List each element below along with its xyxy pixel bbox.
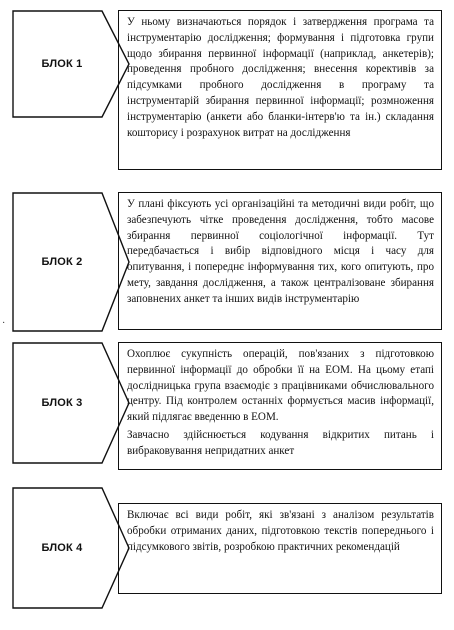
- block-2-label: БЛОК 2: [41, 256, 83, 268]
- block-4-description: [118, 503, 442, 594]
- block-3-description: [118, 342, 442, 470]
- block-1-description: [118, 10, 442, 170]
- block-4-label: БЛОК 4: [41, 542, 83, 554]
- block-3-label: БЛОК 3: [41, 397, 83, 409]
- block-3-text-1: Охоплює сукупність операцій, пов'язаних з підготовкою первинної інформації до обробки її на ЕОМ. На цьому етапі дослідницька група взаємодіє з працівниками обчислювального центру. Під контролем останніх формується масив інформації, який підлягає введенню в ЕОМ.: [127, 348, 434, 424]
- margin-mark: ·: [2, 318, 6, 329]
- block-1-label: БЛОК 1: [41, 58, 83, 70]
- block-1-label-box: [12, 10, 130, 118]
- block-3-label-box: [12, 342, 130, 464]
- block-2-text: У плані фіксують усі організаційні та методичні види робіт, що забезпечують чітке проведення дослідження, тобто масове збирання первинної соціологічної інформації. Тут передбачається і вибір відповідного місця і часу для опитування, і попереднє інформування тих, кого опитують, про мету, завдання дослідження, а також централізоване збирання заповнених анкет та інших видів інструментарію: [127, 198, 434, 305]
- block-4-label-box: [12, 487, 130, 609]
- block-4-text: Включає всі види робіт, які зв'язані з аналізом результатів обробки отриманих даних, підготовкою текстів попереднього і підсумкового звітів, розробкою практичних рекомендацій: [127, 509, 434, 553]
- block-1-text: У ньому визначаються порядок і затвердження програма та інструментарію дослідження; формування і підготовка групи щодо збирання первинної інформації (наприклад, анкетерів); проведення пробного дослідження; внесення корективів за підсумками пробного дослідження в програму та інструментарій збирання первинної інформації; розмноження інструментарію (анкети або бланки-інтерв'ю та ін.) складання кошторису і розрахунок витрат на дослідження: [127, 16, 434, 139]
- block-2-description: [118, 192, 442, 330]
- block-2-label-box: [12, 192, 130, 332]
- block-3-text-2: Завчасно здійснюється кодування відкритих питань і вибраковування непридатних анкет: [127, 428, 434, 457]
